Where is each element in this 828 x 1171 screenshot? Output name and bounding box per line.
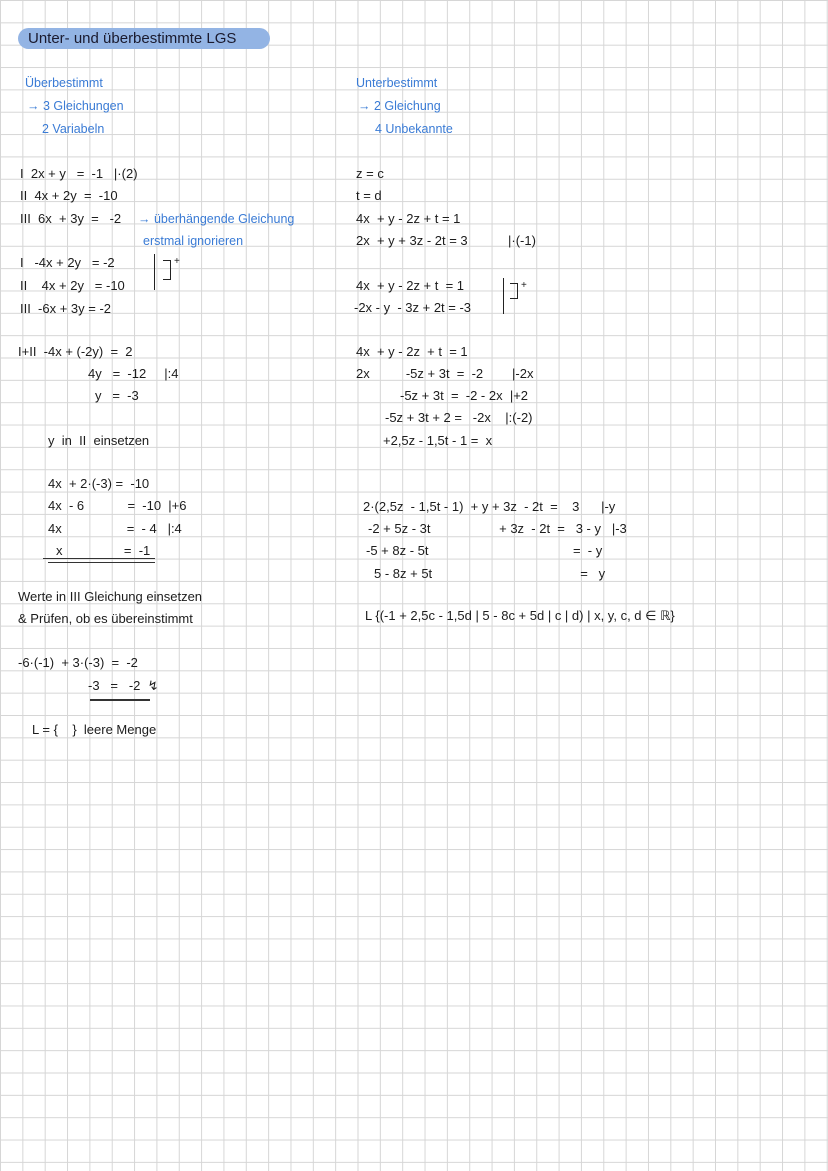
page-title <box>18 28 270 49</box>
under-step-4: -5z + 3t + 2 = -2x |:(-2) <box>385 410 533 425</box>
underdetermined-equations-count: → 2 Gleichung <box>358 99 441 113</box>
double-underline-top <box>43 558 155 559</box>
empty-set-result: L = { } leere Menge <box>32 722 157 737</box>
underdetermined-unknowns-count: 4 Unbekannte <box>375 122 453 136</box>
plus-sign-right: + <box>521 280 527 291</box>
under-equation-1: 4x + y - 2z + t = 1 <box>356 211 461 226</box>
insert-y-note: y in II einsetzen <box>48 433 150 448</box>
check-equation: -6·(-1) + 3·(-3) = -2 <box>18 655 138 670</box>
check-instruction-2: & Prüfen, ob es übereinstimmt <box>18 611 193 626</box>
insert-step-3: 4x = - 4 |:4 <box>48 521 182 536</box>
addition-bracket-right <box>510 283 518 299</box>
overhanging-equation-note: → überhängende Gleichung <box>138 212 295 226</box>
overdetermined-variables-count: 2 Variabeln <box>42 122 105 136</box>
page-title-text: Unter- und überbestimmte LGS <box>28 30 237 47</box>
y-result: y = -3 <box>95 388 139 403</box>
insert-step-1: 4x + 2·(-3) = -10 <box>48 476 150 491</box>
equation-2: II 4x + 2y = -10 <box>20 188 118 203</box>
addition-bracket <box>163 260 171 280</box>
ignore-note: erstmal ignorieren <box>143 234 244 248</box>
insert-step-2: 4x - 6 = -10 |+6 <box>48 498 187 513</box>
substitute-step-1: 2·(2,5z - 1,5t - 1) + y + 3z - 2t = 3 |-y <box>363 499 616 514</box>
under-equation-2: 2x + y + 3z - 2t = 3 <box>356 233 468 248</box>
solution-set: L {(-1 + 2,5c - 1,5d | 5 - 8c + 5d | c | d) | x, y, c, d ∈ ℝ} <box>365 608 675 623</box>
contradiction: -3 = -2 ↯ <box>88 678 159 693</box>
x-expression: +2,5z - 1,5t - 1 = x <box>383 433 493 448</box>
check-instruction-1: Werte in III Gleichung einsetzen <box>18 589 203 604</box>
sum-step-2: 4y = -12 |:4 <box>88 366 179 381</box>
addition-bracket-line-right <box>503 278 504 314</box>
underdetermined-heading: Unterbestimmt <box>356 76 438 90</box>
substitute-step-3: -5 + 8z - 5t = - y <box>366 543 603 558</box>
plus-sign: + <box>174 256 180 267</box>
x-result: x = -1 <box>56 543 151 558</box>
double-underline-bottom <box>48 562 155 563</box>
equation-2-copy: II 4x + 2y = -10 <box>20 278 125 293</box>
under-step-2: 2x -5z + 3t = -2 |-2x <box>356 366 534 381</box>
under-step-1: 4x + y - 2z + t = 1 <box>356 344 468 359</box>
equation-3: III 6x + 3y = -2 <box>20 211 122 226</box>
under-equation-1-copy: 4x + y - 2z + t = 1 <box>356 278 465 293</box>
equation-3-copy: III -6x + 3y = -2 <box>20 301 112 316</box>
equation-1-multiplied: I -4x + 2y = -2 <box>20 255 115 270</box>
overdetermined-equations-count: → 3 Gleichungen <box>27 99 124 113</box>
overdetermined-heading: Überbestimmt <box>25 76 103 90</box>
equation-1: I 2x + y = -1 |·(2) <box>20 166 138 181</box>
contradiction-underline <box>90 699 150 701</box>
param-t: t = d <box>356 188 382 203</box>
multiply-op: |·(-1) <box>508 233 536 248</box>
param-z: z = c <box>356 166 384 181</box>
sum-equation: I+II -4x + (-2y) = 2 <box>18 344 133 359</box>
substitute-step-4: 5 - 8z + 5t = y <box>374 566 606 581</box>
under-step-3: -5z + 3t = -2 - 2x |+2 <box>400 388 529 403</box>
under-equation-2-negated: -2x - y - 3z + 2t = -3 <box>354 300 472 315</box>
substitute-step-2: -2 + 5z - 3t + 3z - 2t = 3 - y |-3 <box>368 521 627 536</box>
addition-bracket-line <box>154 254 155 290</box>
